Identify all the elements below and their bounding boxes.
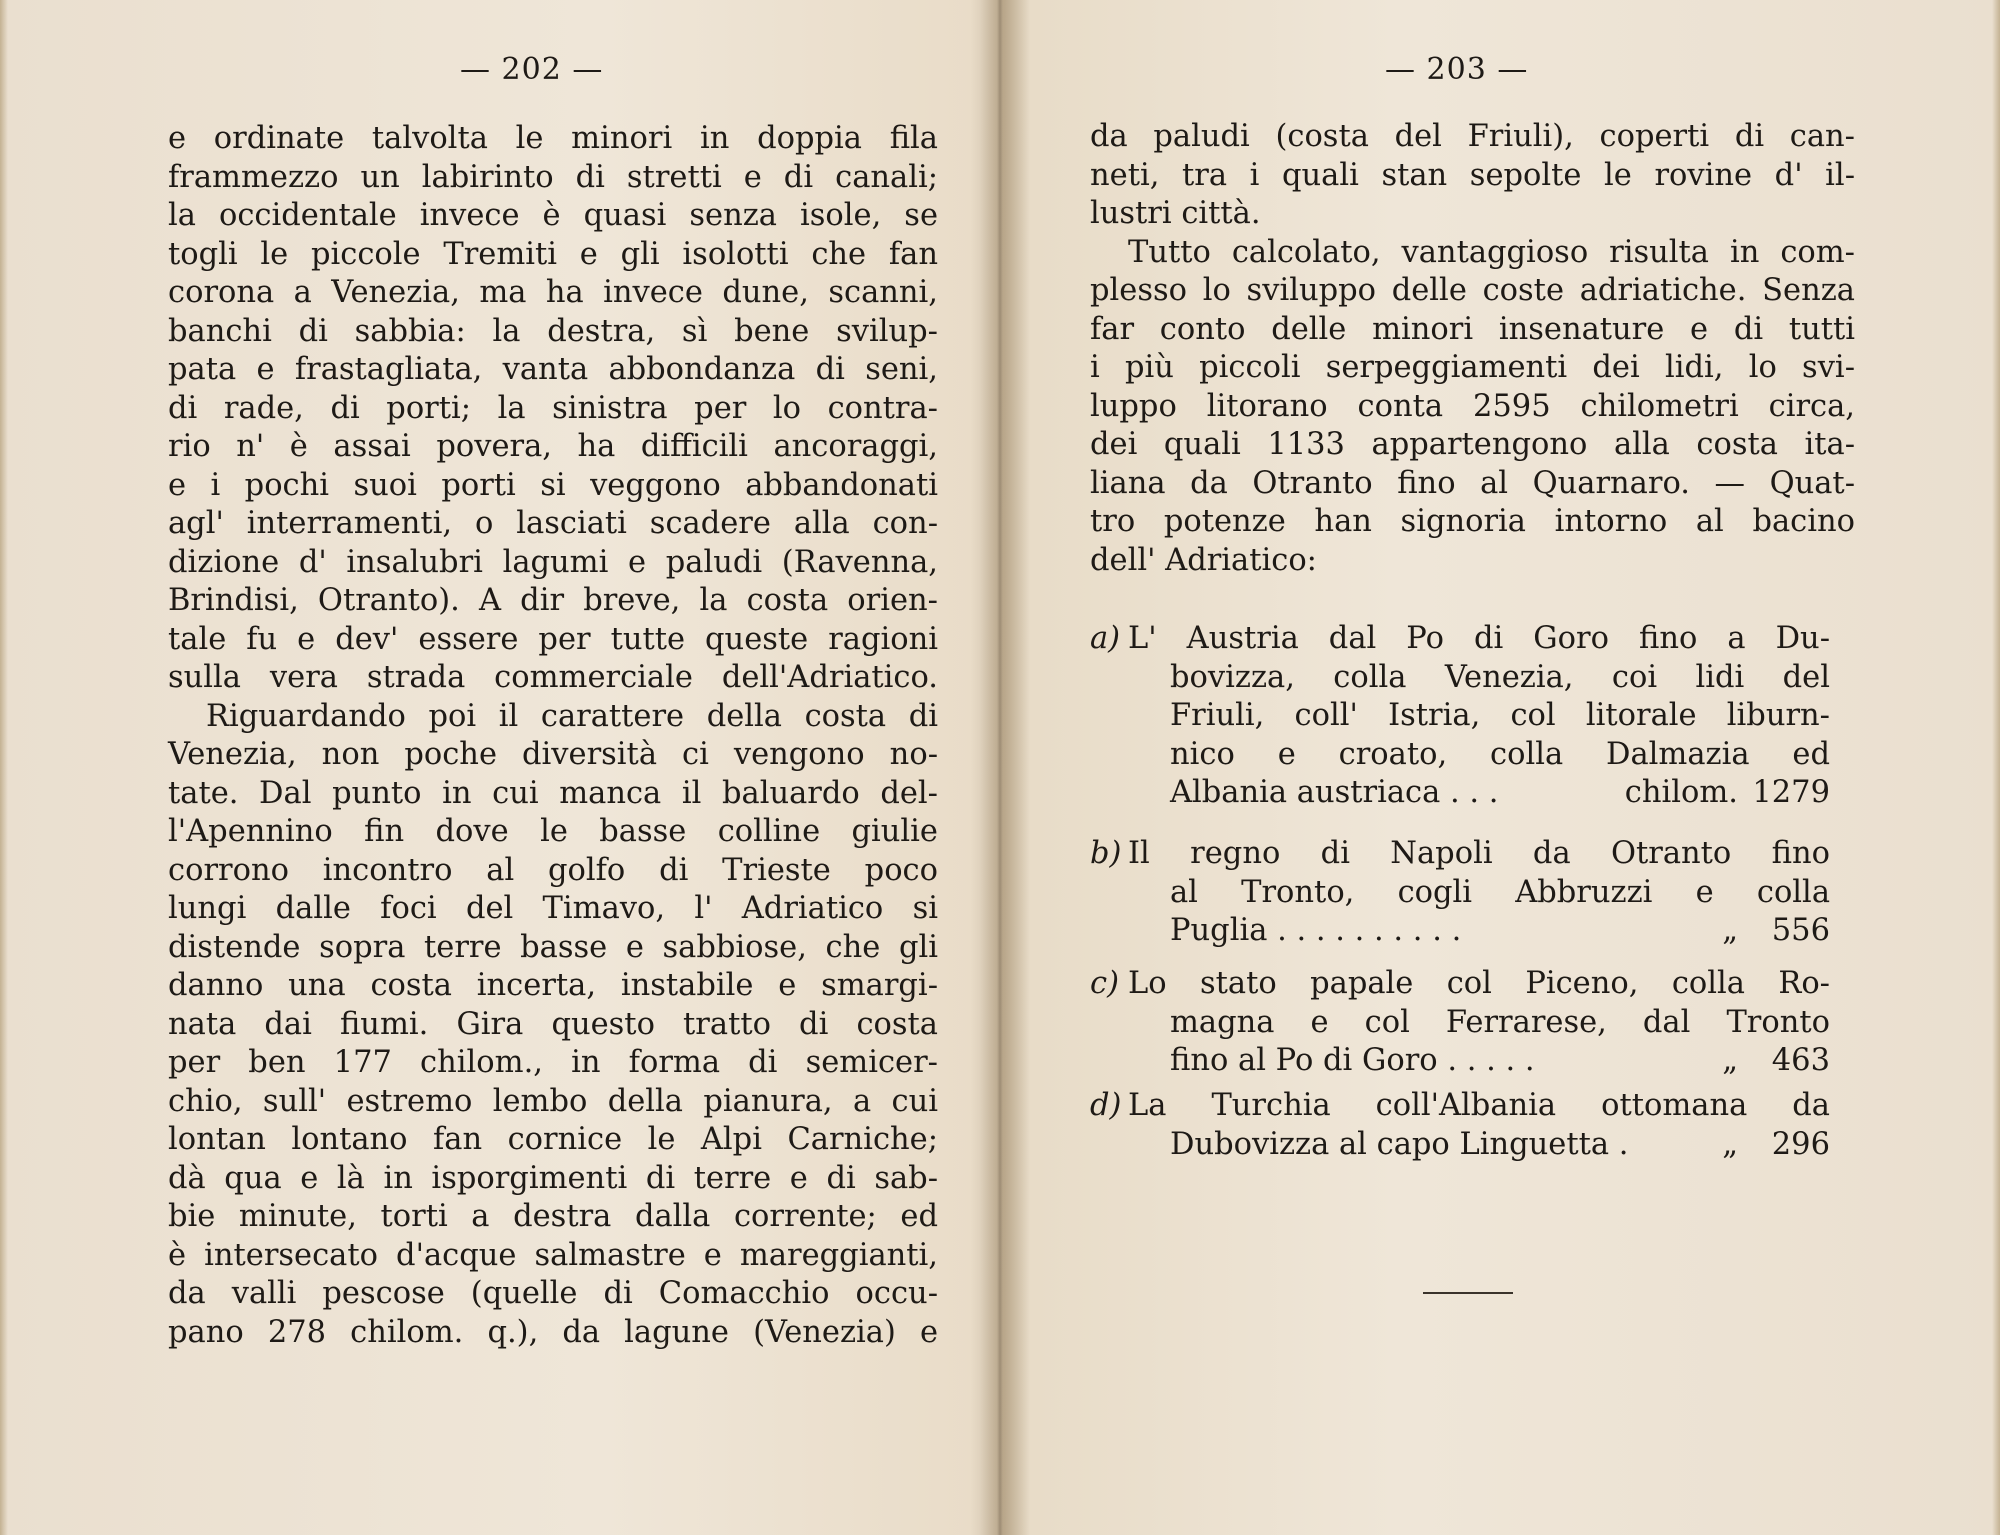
text-line: magna e col Ferrarese, dal Tronto: [1170, 1004, 1830, 1040]
text-line: neti, tra i quali stan sepolte le rovine d' il-: [1090, 157, 1855, 193]
text-line: lustri città.: [1090, 196, 1261, 231]
page-number-203: — 203 —: [1385, 52, 1529, 87]
text-line: pano 278 chilom. q.), da lagune (Venezia) e: [168, 1314, 938, 1350]
text-line: luppo litorano conta 2595 chilometri circa,: [1090, 388, 1855, 424]
right-page: [1005, 0, 2000, 1535]
item-value-row: [1170, 1126, 1830, 1165]
text-line: togli le piccole Tremiti e gli isolotti che fan: [168, 236, 938, 272]
text-line: sulla vera strada commerciale dell'Adriatico.: [168, 660, 938, 695]
text-line: Lo stato papale col Piceno, colla Ro-: [1128, 966, 1830, 1001]
page-number-202: — 202 —: [460, 52, 604, 87]
text-line: nata dai fiumi. Gira questo tratto di costa: [168, 1006, 938, 1042]
text-line: dell' Adriatico:: [1090, 542, 1317, 578]
text-line: agl' interramenti, o lasciati scadere alla con-: [168, 506, 938, 541]
text-line: chio, sull' estremo lembo della pianura, a cui: [168, 1083, 938, 1119]
item-label: d): [1090, 1088, 1122, 1123]
text-line: da paludi (costa del Friuli), coperti di can-: [1090, 119, 1855, 154]
text-line: è intersecato d'acque salmastre e mareggianti,: [168, 1237, 938, 1273]
item-last-line: fino al Po di Goro . . . . .: [1170, 1043, 1535, 1078]
text-line: bovizza, colla Venezia, coi lidi del: [1170, 659, 1830, 695]
left-page-text: [168, 120, 938, 1352]
text-line: Riguardando poi il carattere della costa di: [206, 698, 938, 734]
item-label: a): [1090, 621, 1121, 656]
text-line: corona a Venezia, ma ha invece dune, scanni,: [168, 275, 938, 310]
text-line: dà qua e là in isporgimenti di terre e di sab-: [168, 1160, 938, 1196]
text-line: per ben 177 chilom., in forma di semicer-: [168, 1045, 938, 1080]
item-value-row: [1170, 774, 1830, 813]
item-value-row: [1170, 912, 1830, 951]
item-value: 296: [1771, 1126, 1830, 1162]
text-line: da valli pescose (quelle di Comacchio occu-: [168, 1276, 938, 1311]
text-line: dei quali 1133 appartengono alla costa ita-: [1090, 427, 1855, 462]
text-line: e ordinate talvolta le minori in doppia fila: [168, 121, 938, 156]
text-line: Tutto calcolato, vantaggioso risulta in com-: [1128, 234, 1855, 270]
item-text: [1128, 835, 1830, 951]
text-line: rio n' è assai povera, ha difficili ancoraggi,: [168, 429, 938, 464]
item-last-line: Albania austriaca . . .: [1170, 775, 1499, 810]
text-line: banchi di sabbia: la destra, sì bene svilup-: [168, 313, 938, 349]
item-last-line: Puglia . . . . . . . . . .: [1170, 913, 1462, 948]
text-line: e i pochi suoi porti si veggono abbandonati: [168, 467, 938, 503]
text-line: corrono incontro al golfo di Trieste poco: [168, 852, 938, 888]
item-unit: chilom.: [1624, 775, 1738, 810]
text-line: L' Austria dal Po di Goro fino a Du-: [1128, 621, 1830, 656]
text-line: tale fu e dev' essere per tutte queste ragioni: [168, 621, 938, 657]
text-line: distende sopra terre basse e sabbiose, che gli: [168, 929, 938, 965]
text-line: di rade, di porti; la sinistra per lo contra-: [168, 390, 938, 426]
text-line: pata e frastagliata, vanta abbondanza di seni,: [168, 352, 938, 387]
item-value: 1279: [1752, 775, 1830, 810]
text-line: Friuli, coll' Istria, col litorale liburn-: [1170, 698, 1830, 733]
left-page: [0, 0, 995, 1535]
text-line: bie minute, torti a destra dalla corrente; ed: [168, 1199, 938, 1234]
item-unit: „: [1722, 913, 1738, 948]
section-divider: [1423, 1292, 1513, 1294]
text-line: la occidentale invece è quasi senza isole, se: [168, 198, 938, 233]
item-text: [1128, 965, 1830, 1081]
text-line: Il regno di Napoli da Otranto fino: [1128, 836, 1830, 871]
item-last-line: Dubovizza al capo Linguetta .: [1170, 1126, 1629, 1162]
text-line: danno una costa incerta, instabile e smargi-: [168, 968, 938, 1003]
item-value: 556: [1771, 913, 1830, 948]
item-text: [1128, 1087, 1830, 1164]
text-line: tate. Dal punto in cui manca il baluardo del-: [168, 775, 938, 811]
text-line: frammezzo un labirinto di stretti e di canali;: [168, 159, 938, 195]
item-label: c): [1090, 966, 1119, 1001]
text-line: tro potenze han signoria intorno al bacino: [1090, 504, 1855, 539]
text-line: Venezia, non poche diversità ci vengono no-: [168, 737, 938, 772]
item-unit: „: [1722, 1043, 1738, 1078]
text-line: Brindisi, Otranto). A dir breve, la costa orien-: [168, 583, 938, 618]
text-line: liana da Otranto fino al Quarnaro. — Quat-: [1090, 465, 1855, 501]
item-text: [1128, 620, 1830, 813]
text-line: i più piccoli serpeggiamenti dei lidi, lo svi-: [1090, 350, 1855, 385]
text-line: lungi dalle foci del Timavo, l' Adriatico si: [168, 891, 938, 926]
text-line: La Turchia coll'Albania ottomana da: [1128, 1088, 1830, 1123]
item-value-row: [1170, 1042, 1830, 1081]
text-line: al Tronto, cogli Abbruzzi e colla: [1170, 874, 1830, 910]
item-label: b): [1090, 836, 1122, 871]
text-line: plesso lo sviluppo delle coste adriatiche. Senza: [1090, 273, 1855, 308]
text-line: dizione d' insalubri lagumi e paludi (Ravenna,: [168, 544, 938, 580]
text-line: nico e croato, colla Dalmazia ed: [1170, 736, 1830, 772]
text-line: l'Apennino fin dove le basse colline giulie: [168, 814, 938, 849]
text-line: far conto delle minori insenature e di tutti: [1090, 311, 1855, 347]
item-unit: „: [1722, 1126, 1738, 1162]
item-value: 463: [1771, 1043, 1830, 1078]
right-page-text: [1090, 118, 1855, 580]
text-line: lontan lontano fan cornice le Alpi Carniche;: [168, 1122, 938, 1157]
